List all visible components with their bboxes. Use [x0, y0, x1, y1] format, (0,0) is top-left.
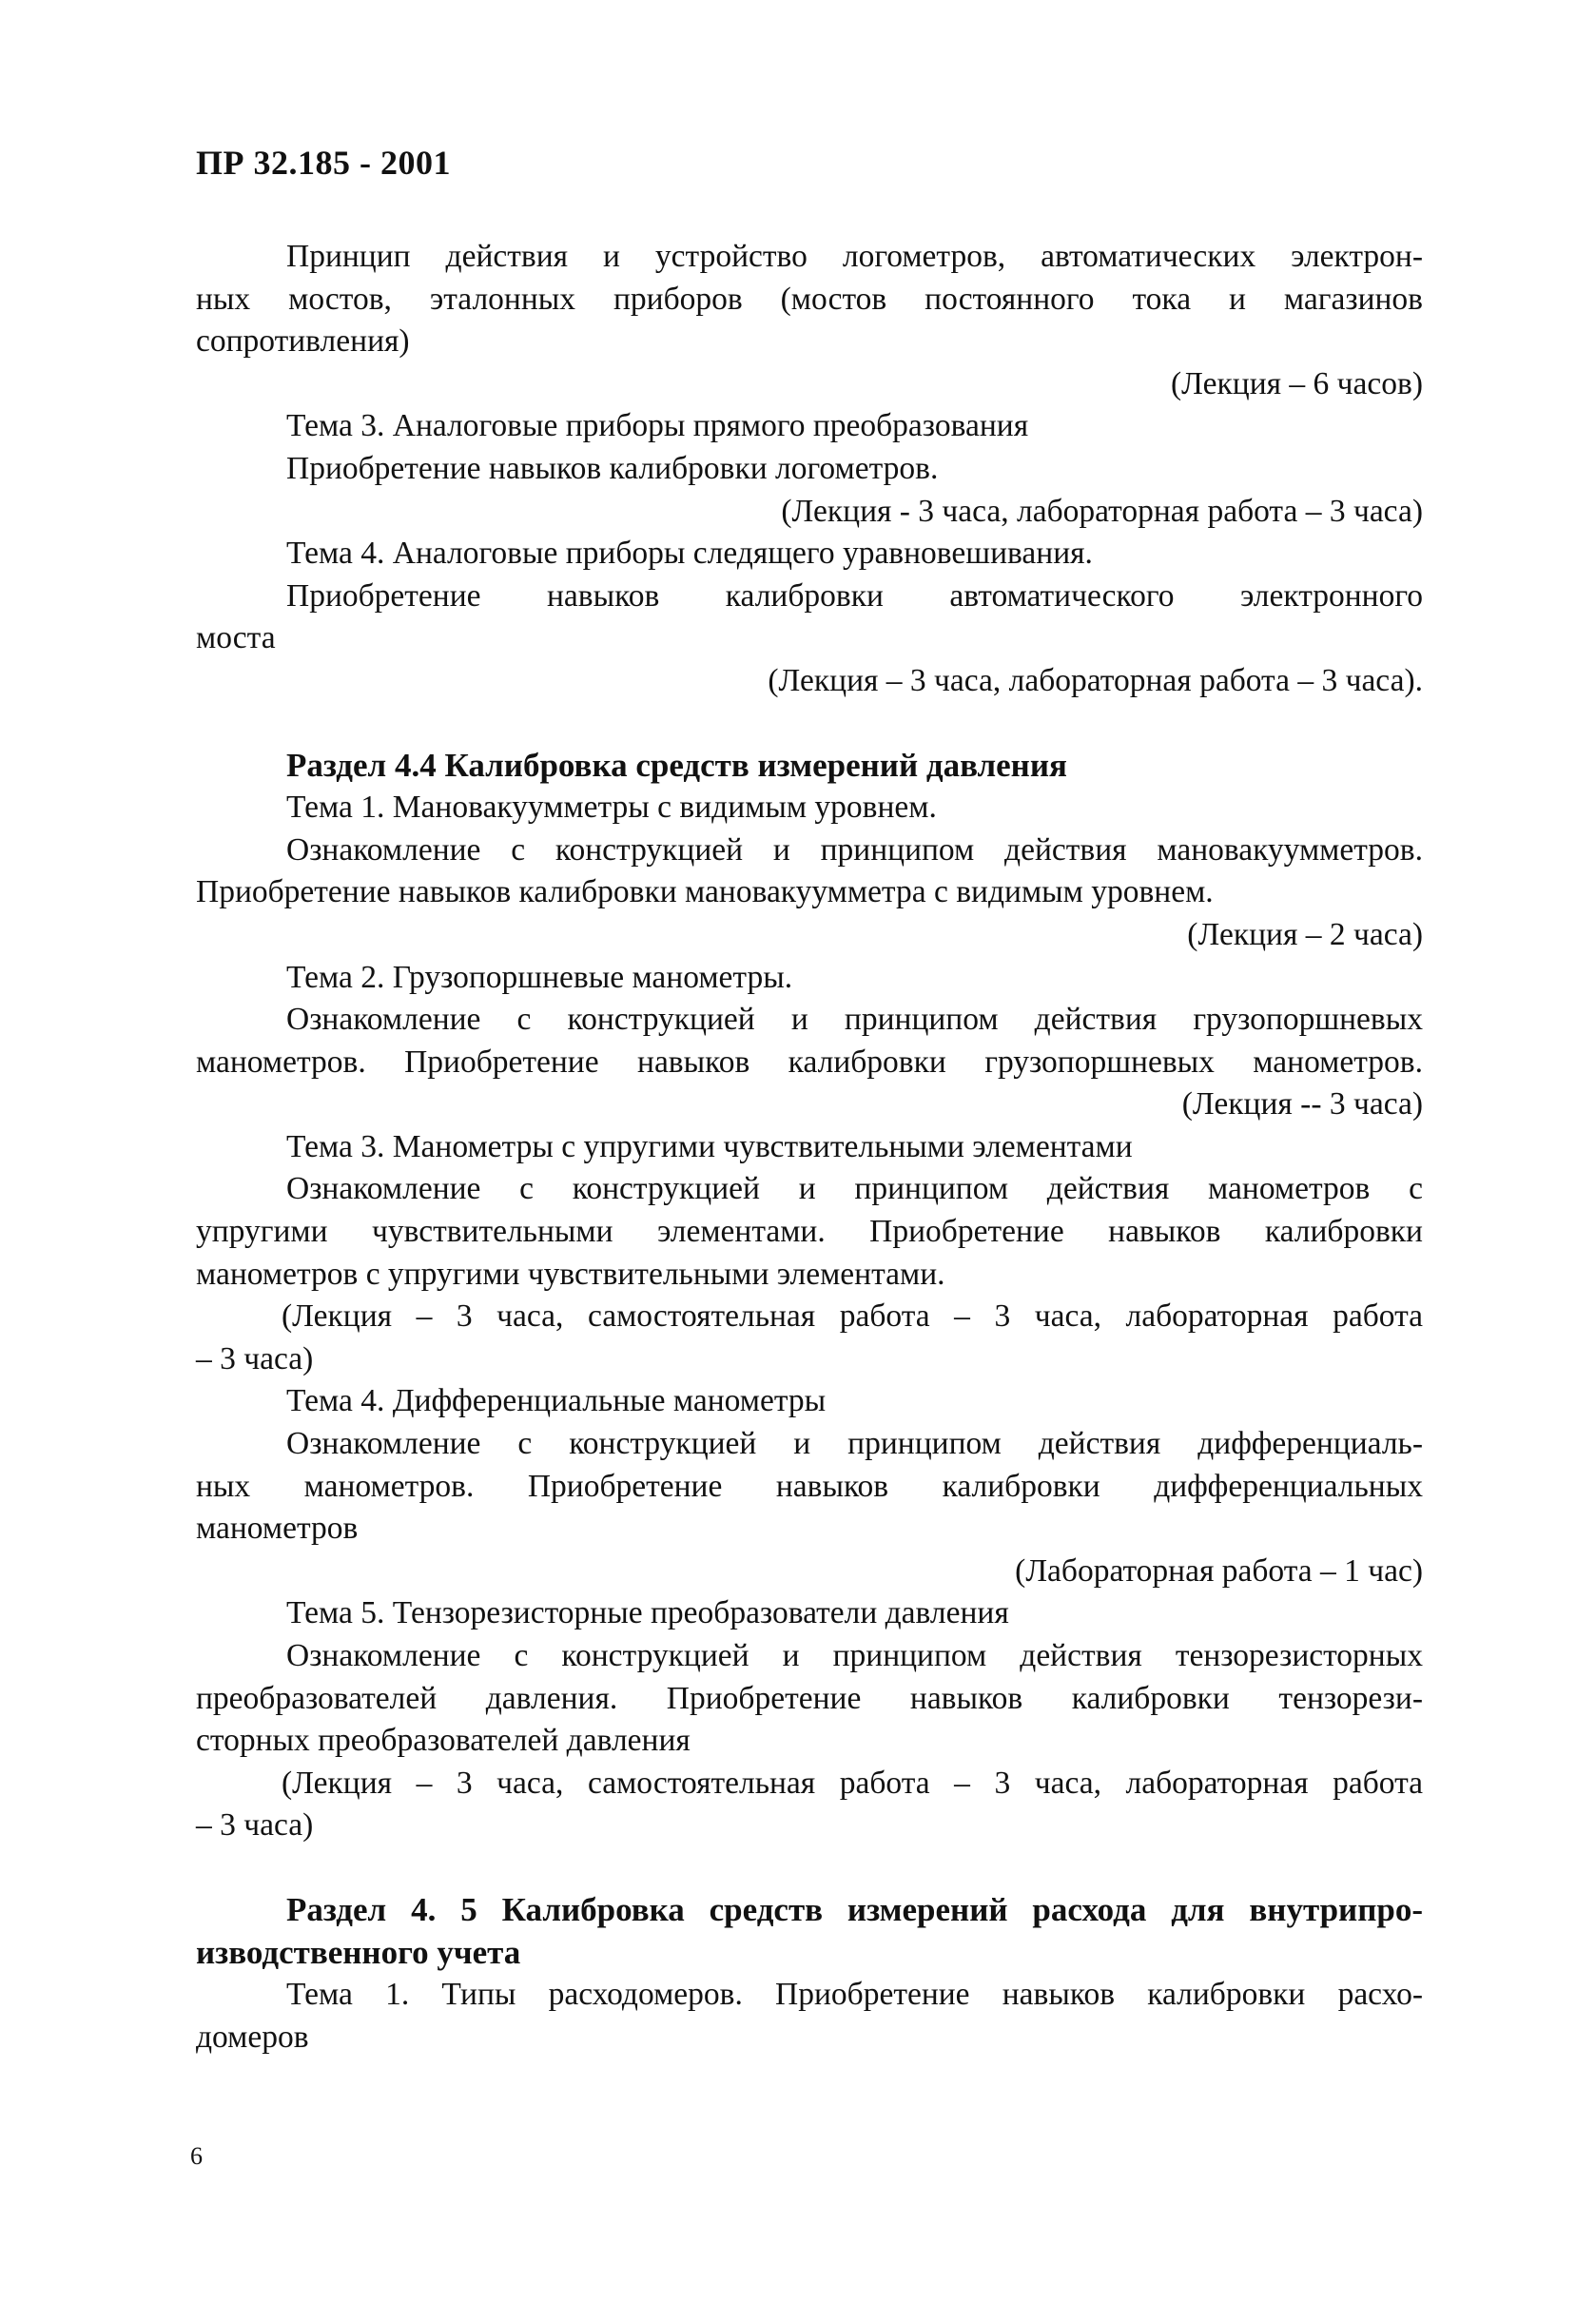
paragraph-line: Ознакомление с конструкцией и принципом действия мановакуумметров.	[286, 831, 1423, 868]
paragraph-line: Ознакомление с конструкцией и принципом действия дифференциаль-	[286, 1426, 1423, 1462]
hours-note: (Лекция – 3 часа, лабораторная работа – 3 часа).	[768, 662, 1423, 698]
hours-note: – 3 часа)	[196, 1807, 314, 1844]
topic-title: Тема 4. Аналоговые приборы следящего уравновешивания.	[286, 536, 1093, 572]
section-heading: Раздел 4.4 Калибровка средств измерений давления	[286, 746, 1067, 784]
paragraph-line: ных манометров. Приобретение навыков калибровки дифференциальных	[196, 1468, 1423, 1504]
paragraph-line: преобразователей давления. Приобретение навыков калибровки тензорези-	[196, 1680, 1423, 1716]
document-body	[196, 236, 1423, 2059]
topic-title: Тема 1. Мановакуумметры с видимым уровнем.	[286, 790, 937, 826]
hours-note: (Лекция - 3 часа, лабораторная работа – 3 часа)	[781, 493, 1423, 529]
hours-note: (Лекция – 6 часов)	[1171, 365, 1423, 401]
paragraph-line: ных мостов, эталонных приборов (мостов постоянного тока и магазинов	[196, 281, 1423, 317]
paragraph-line: сторных преобразователей давления	[196, 1723, 691, 1759]
hours-note: (Лекция – 3 часа, самостоятельная работа – 3 часа, лабораторная работа	[282, 1298, 1423, 1335]
paragraph-line: манометров. Приобретение навыков калибровки грузопоршневых манометров.	[196, 1044, 1423, 1080]
section-heading: Раздел 4. 5 Калибровка средств измерений расхода для внутрипро-	[286, 1890, 1423, 1928]
document-header: ПР 32.185 - 2001	[196, 144, 451, 182]
topic-title: Тема 3. Аналоговые приборы прямого преобразования	[286, 408, 1029, 444]
section-heading-continued: изводственного учета	[196, 1933, 521, 1971]
topic-title: Тема 1. Типы расходомеров. Приобретение навыков калибровки расхо-	[286, 1977, 1423, 2013]
paragraph-line: Приобретение навыков калибровки мановакуумметра с видимым уровнем.	[196, 874, 1214, 910]
paragraph-line: сопротивления)	[196, 323, 410, 360]
paragraph-line: домеров	[196, 2019, 309, 2055]
paragraph-line: манометров с упругими чувствительными элементами.	[196, 1256, 945, 1292]
hours-note: (Лекция -- 3 часа)	[1181, 1086, 1423, 1122]
topic-title: Тема 4. Дифференциальные манометры	[286, 1383, 827, 1419]
paragraph-line: Принцип действия и устройство логометров, автоматических электрон-	[286, 239, 1423, 274]
paragraph-line: моста	[196, 620, 276, 656]
paragraph-line: Ознакомление с конструкцией и принципом действия манометров с	[286, 1171, 1423, 1207]
topic-title: Тема 3. Манометры с упругими чувствительными элементами	[286, 1128, 1133, 1164]
hours-note: (Лабораторная работа – 1 час)	[1015, 1552, 1423, 1589]
paragraph-line: Приобретение навыков калибровки автоматического электронного	[286, 577, 1423, 614]
hours-note: (Лекция – 2 часа)	[1187, 916, 1423, 952]
page-number: 6	[190, 2142, 203, 2170]
paragraph-line: Приобретение навыков калибровки логометров.	[286, 450, 939, 486]
hours-note: – 3 часа)	[196, 1340, 314, 1376]
topic-title: Тема 5. Тензорезисторные преобразователи давления	[286, 1595, 1009, 1631]
topic-title: Тема 2. Грузопоршневые манометры.	[286, 959, 793, 995]
paragraph-line: Ознакомление с конструкцией и принципом действия тензорезисторных	[286, 1638, 1423, 1673]
paragraph-line: упругими чувствительными элементами. Приобретение навыков калибровки	[196, 1214, 1423, 1250]
hours-note: (Лекция – 3 часа, самостоятельная работа – 3 часа, лабораторная работа	[282, 1765, 1423, 1801]
paragraph-line: манометров	[196, 1511, 359, 1547]
paragraph-line: Ознакомление с конструкцией и принципом действия грузопоршневых	[286, 1002, 1423, 1038]
